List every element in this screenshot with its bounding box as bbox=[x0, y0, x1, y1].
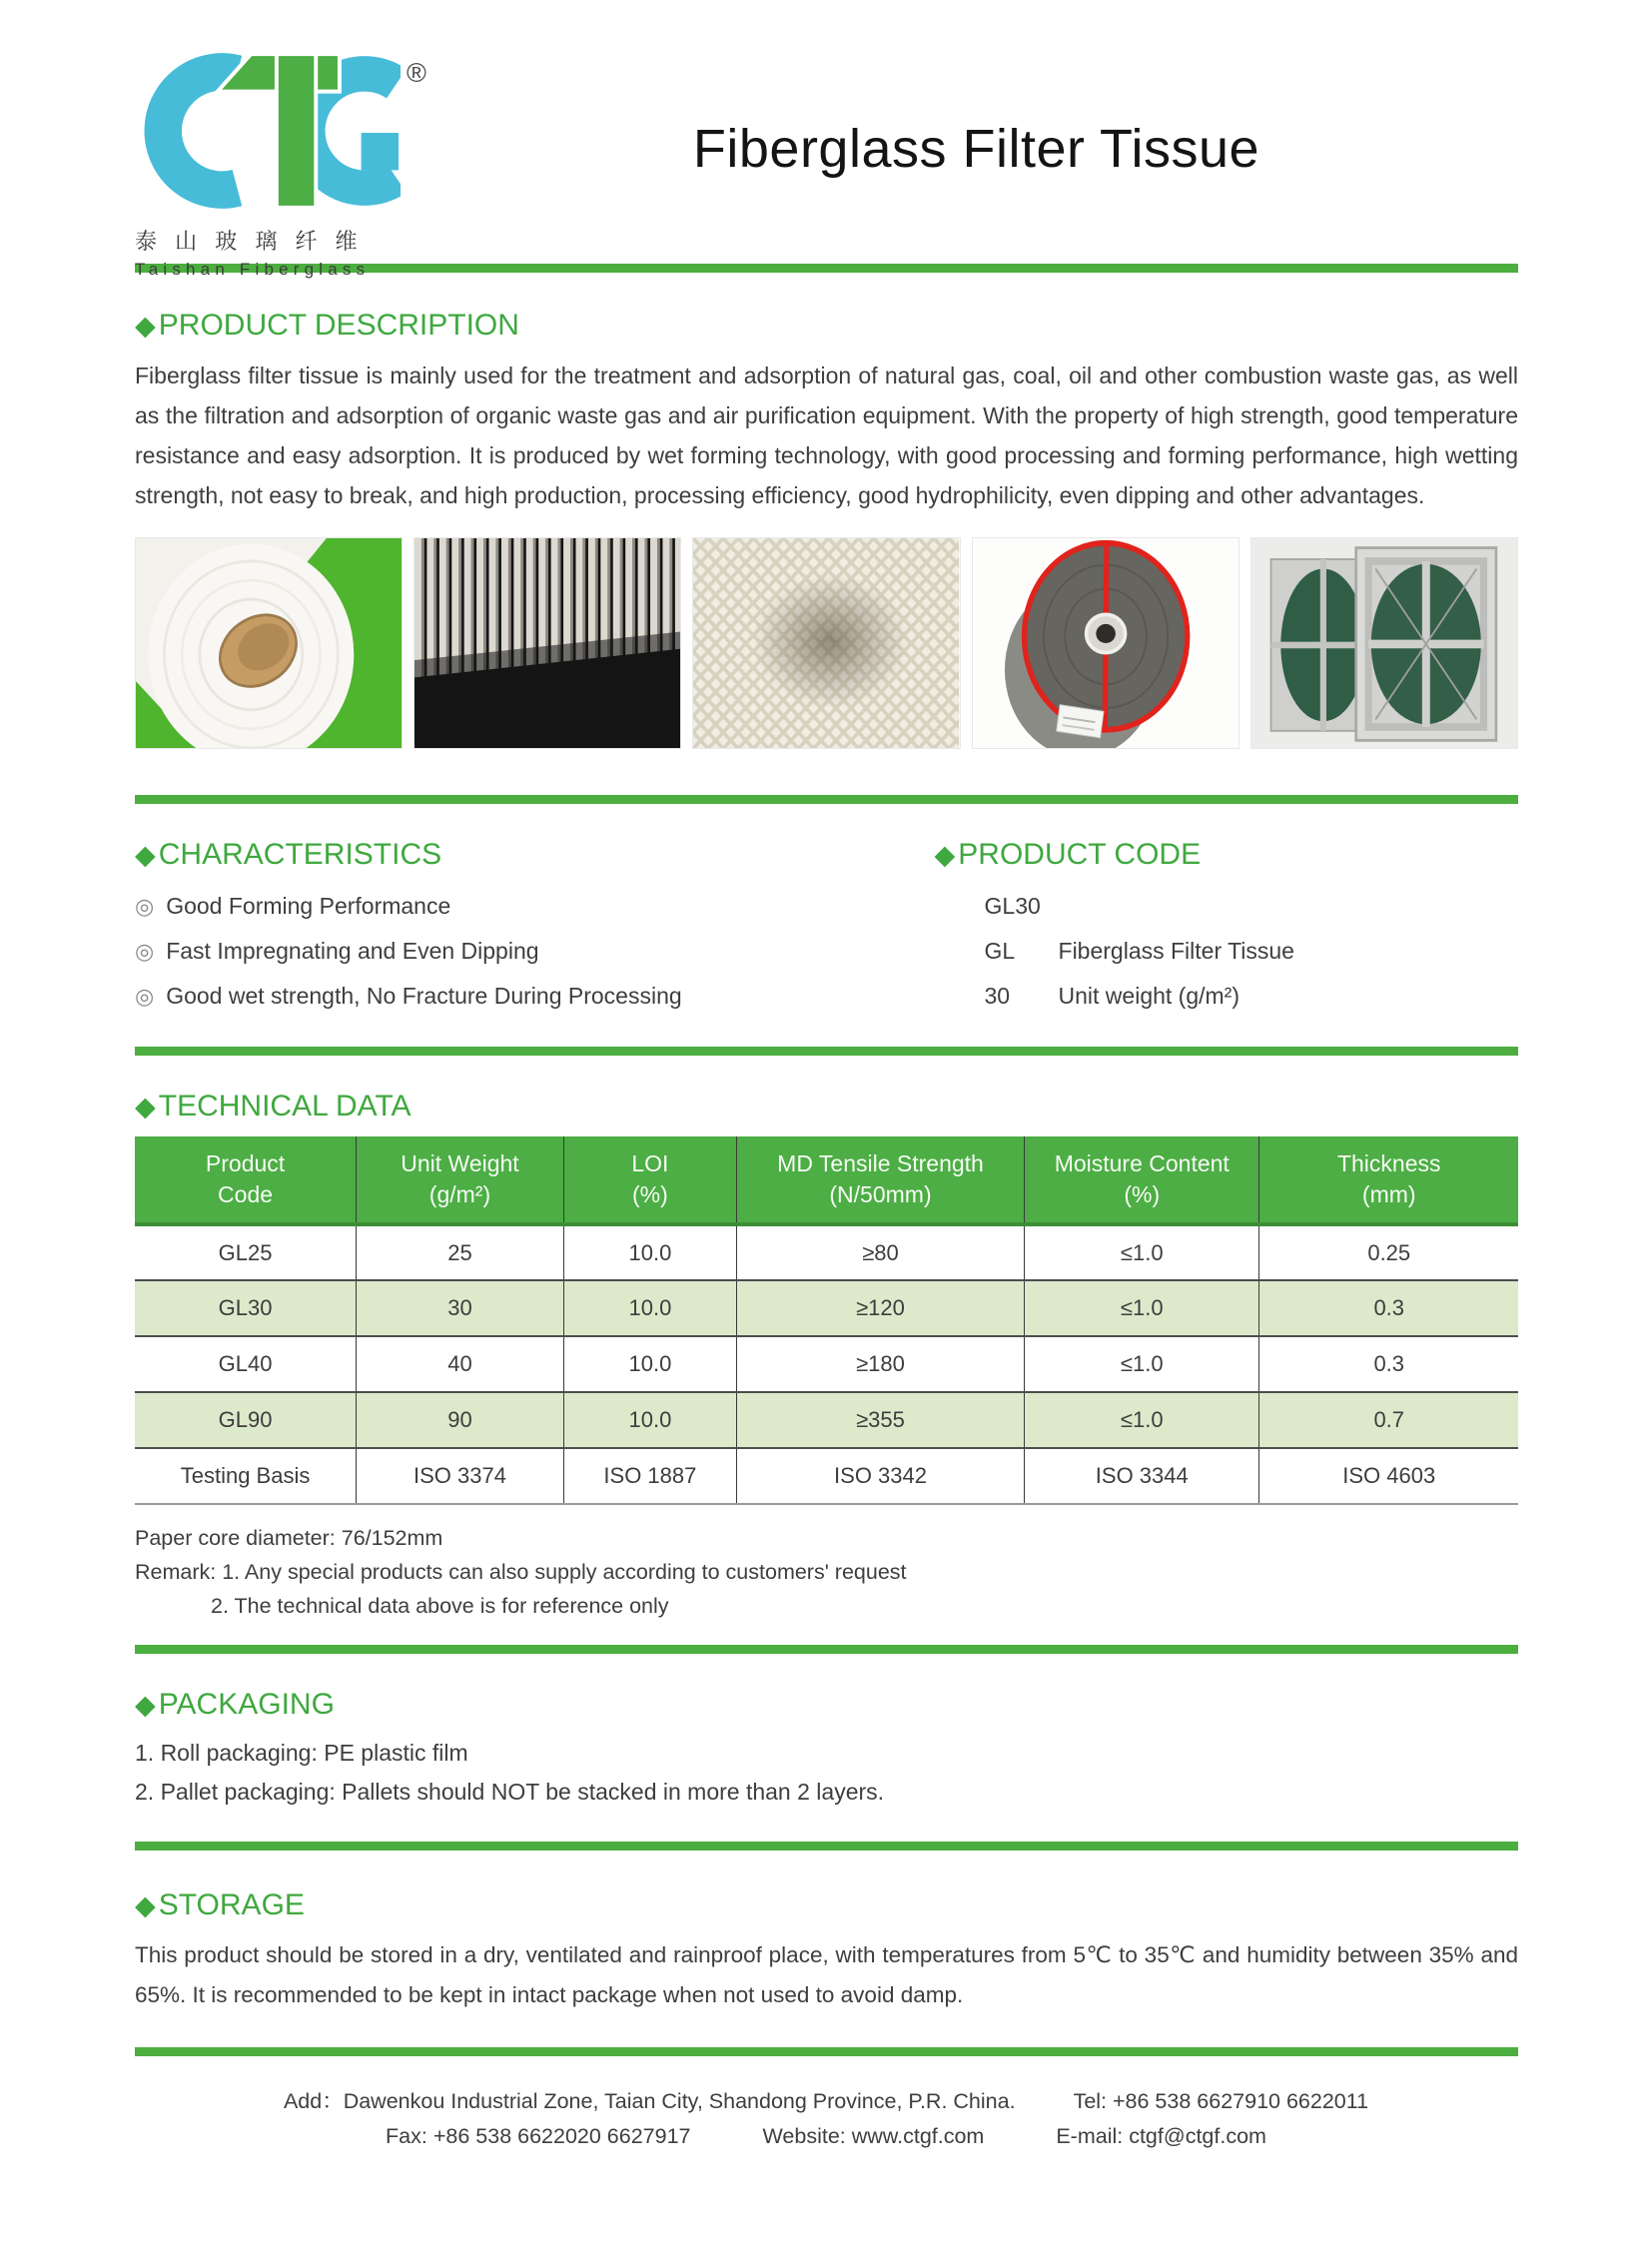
photo-packaged-roll bbox=[972, 537, 1239, 749]
characteristic-text: Good Forming Performance bbox=[166, 893, 451, 919]
cell: ≤1.0 bbox=[1025, 1336, 1259, 1392]
cell: 0.7 bbox=[1259, 1392, 1518, 1448]
photo-pleated-media bbox=[413, 537, 681, 749]
code-key: GL30 bbox=[984, 893, 1041, 919]
cell: ≥180 bbox=[736, 1336, 1024, 1392]
diamond-icon: ◆ bbox=[135, 1689, 156, 1720]
list-item: 1. Roll packaging: PE plastic film bbox=[135, 1740, 468, 1766]
double-circle-bullet-icon: ◎ bbox=[135, 984, 155, 1009]
column-header: LOI (%) bbox=[563, 1136, 736, 1224]
characteristics-column bbox=[135, 804, 935, 1019]
footer-website: Website: www.ctgf.com bbox=[762, 2124, 985, 2148]
cell: ≥355 bbox=[736, 1392, 1024, 1448]
column-header: Moisture Content (%) bbox=[1025, 1136, 1259, 1224]
characteristic-text: Good wet strength, No Fracture During Processing bbox=[166, 983, 682, 1009]
footer-spacer bbox=[984, 2119, 1056, 2154]
diamond-icon: ◆ bbox=[934, 839, 956, 870]
pleated-media-image bbox=[414, 538, 680, 748]
storage-paragraph: This product should be stored in a dry, ventilated and rainproof place, with temperatures from 5℃ to 35℃ and humidity between 35% and 65%. It is recommended to be kept in intact package when not used to avoid damp. bbox=[135, 1942, 1518, 2007]
photo-tissue-roll bbox=[135, 537, 403, 749]
filter-frames-image bbox=[1251, 538, 1517, 748]
table-notes bbox=[135, 1521, 1518, 1623]
cell: ≥80 bbox=[736, 1224, 1024, 1280]
cell: ISO 1887 bbox=[563, 1448, 736, 1504]
column-header: Product Code bbox=[135, 1136, 357, 1224]
table-row bbox=[135, 1224, 1518, 1280]
characteristics-heading-label: CHARACTERISTICS bbox=[158, 838, 442, 871]
characteristics-heading bbox=[135, 838, 935, 872]
page-footer bbox=[0, 2084, 1652, 2154]
table-header-row bbox=[135, 1136, 1518, 1224]
photo-filter-frames bbox=[1250, 537, 1518, 749]
cell: 10.0 bbox=[563, 1336, 736, 1392]
technical-data-heading bbox=[135, 1090, 1518, 1123]
code-row bbox=[985, 884, 1518, 929]
section-divider bbox=[135, 1047, 1518, 1056]
technical-data-heading-label: TECHNICAL DATA bbox=[158, 1090, 412, 1122]
registered-trademark-icon: ® bbox=[407, 58, 426, 88]
packaged-roll-image bbox=[973, 538, 1239, 748]
footer-spacer bbox=[691, 2119, 763, 2154]
page-header bbox=[0, 0, 1652, 279]
code-value: Unit weight (g/m²) bbox=[1058, 983, 1239, 1009]
section-divider bbox=[135, 1842, 1518, 1851]
cell: 10.0 bbox=[563, 1280, 736, 1336]
cell: 90 bbox=[357, 1392, 564, 1448]
characteristic-text: Fast Impregnating and Even Dipping bbox=[166, 938, 539, 964]
technical-data-table bbox=[135, 1136, 1518, 1505]
section-divider bbox=[135, 1645, 1518, 1654]
storage-section bbox=[135, 1888, 1518, 2015]
diamond-icon: ◆ bbox=[135, 1889, 156, 1920]
table-row bbox=[135, 1392, 1518, 1448]
code-row bbox=[985, 974, 1518, 1019]
product-code-rows bbox=[935, 884, 1518, 1019]
description-heading-label: PRODUCT DESCRIPTION bbox=[158, 309, 519, 342]
cell: GL25 bbox=[218, 1239, 273, 1265]
packaging-heading-label: PACKAGING bbox=[158, 1688, 335, 1721]
section-divider bbox=[135, 2047, 1518, 2056]
page-title: Fiberglass Filter Tissue bbox=[692, 119, 1260, 179]
cell: ISO 4603 bbox=[1259, 1448, 1518, 1504]
cell: ISO 3344 bbox=[1025, 1448, 1259, 1504]
column-header: Thickness (mm) bbox=[1259, 1136, 1518, 1224]
description-heading bbox=[135, 309, 1518, 343]
cell: GL40 bbox=[135, 1336, 357, 1392]
cell: 0.3 bbox=[1259, 1280, 1518, 1336]
technical-data-section bbox=[135, 1090, 1518, 1623]
column-header: MD Tensile Strength (N/50mm) bbox=[736, 1136, 1024, 1224]
code-key: 30 bbox=[984, 983, 1011, 1009]
photo-honeycomb-media bbox=[692, 537, 960, 749]
storage-heading bbox=[135, 1888, 1518, 1922]
paper-core-note: Paper core diameter: 76/152mm bbox=[135, 1526, 443, 1550]
storage-heading-label: STORAGE bbox=[158, 1888, 305, 1921]
cell: 10.0 bbox=[563, 1224, 736, 1280]
cell: ≤1.0 bbox=[1025, 1280, 1259, 1336]
code-value: Fiberglass Filter Tissue bbox=[1058, 938, 1294, 964]
cell: 0.25 bbox=[1259, 1224, 1518, 1280]
cell: Testing Basis bbox=[135, 1448, 357, 1504]
packaging-heading bbox=[135, 1688, 1518, 1722]
cell: ≤1.0 bbox=[1025, 1224, 1259, 1280]
product-photo-strip bbox=[135, 537, 1518, 749]
cell: GL30 bbox=[135, 1280, 357, 1336]
description-section bbox=[135, 309, 1518, 515]
cell: ISO 3374 bbox=[357, 1448, 564, 1504]
footer-line-2 bbox=[0, 2119, 1652, 2154]
diamond-icon: ◆ bbox=[135, 310, 156, 341]
brand-chinese-name: 泰 山 玻 璃 纤 维 bbox=[135, 229, 364, 254]
remark-line-2: 2. The technical data above is for reference only bbox=[211, 1594, 669, 1618]
table-row bbox=[135, 1448, 1518, 1504]
brand-english-name: Taishan Fiberglass bbox=[135, 260, 371, 279]
product-code-column bbox=[935, 804, 1518, 1019]
cell: 40 bbox=[357, 1336, 564, 1392]
list-item bbox=[135, 884, 935, 929]
footer-spacer bbox=[1016, 2084, 1074, 2119]
footer-address: Add：Dawenkou Industrial Zone, Taian City, Shandong Province, P.R. China. bbox=[283, 2089, 1016, 2113]
company-logo bbox=[135, 52, 434, 280]
honeycomb-media-image bbox=[693, 538, 959, 748]
footer-line-1 bbox=[0, 2084, 1652, 2119]
cell: GL90 bbox=[135, 1392, 357, 1448]
column-header: Unit Weight (g/m²) bbox=[357, 1136, 564, 1224]
double-circle-bullet-icon: ◎ bbox=[135, 894, 155, 919]
diamond-icon: ◆ bbox=[135, 1091, 156, 1121]
cell: ≤1.0 bbox=[1025, 1392, 1259, 1448]
cell: ≥120 bbox=[736, 1280, 1024, 1336]
footer-fax: Fax: +86 538 6622020 6627917 bbox=[386, 2124, 691, 2148]
code-key: GL bbox=[984, 938, 1016, 964]
code-row bbox=[985, 929, 1518, 974]
diamond-icon: ◆ bbox=[135, 839, 156, 870]
packaging-list bbox=[135, 1734, 1518, 1812]
tissue-roll-image bbox=[136, 538, 402, 748]
footer-tel: Tel: +86 538 6627910 6622011 bbox=[1073, 2089, 1369, 2113]
title-area bbox=[434, 52, 1518, 180]
list-item bbox=[135, 974, 935, 1019]
product-code-heading-label: PRODUCT CODE bbox=[958, 838, 1202, 871]
characteristics-list bbox=[135, 884, 935, 1019]
table-row bbox=[135, 1336, 1518, 1392]
table-row bbox=[135, 1280, 1518, 1336]
cell: 0.3 bbox=[1259, 1336, 1518, 1392]
section-divider bbox=[135, 795, 1518, 804]
ctg-logo-icon bbox=[135, 52, 401, 210]
cell: 25 bbox=[357, 1224, 564, 1280]
cell: ISO 3342 bbox=[736, 1448, 1024, 1504]
description-paragraph: Fiberglass filter tissue is mainly used for the treatment and adsorption of natural gas, coal, oil and other combustion waste gas, as well as the filtration and adsorption of organic waste gas and air purification equipment. With the property of high strength, good temperature resistance and easy adsorption. It is produced by wet forming technology, with good processing and forming performance, high wetting strength, not easy to break, and high production, processing efficiency, good hydrophilicity, even dipping and other advantages. bbox=[135, 363, 1518, 508]
cell: 30 bbox=[357, 1280, 564, 1336]
footer-email: E-mail: ctgf@ctgf.com bbox=[1056, 2124, 1266, 2148]
cell: 10.0 bbox=[563, 1392, 736, 1448]
packaging-section bbox=[135, 1688, 1518, 1812]
characteristics-and-code-section bbox=[135, 804, 1518, 1019]
list-item: 2. Pallet packaging: Pallets should NOT be stacked in more than 2 layers. bbox=[135, 1779, 885, 1805]
double-circle-bullet-icon: ◎ bbox=[135, 939, 155, 964]
product-code-heading bbox=[935, 838, 1518, 872]
list-item bbox=[135, 929, 935, 974]
remark-line-1: Remark: 1. Any special products can also supply according to customers' request bbox=[135, 1560, 907, 1584]
